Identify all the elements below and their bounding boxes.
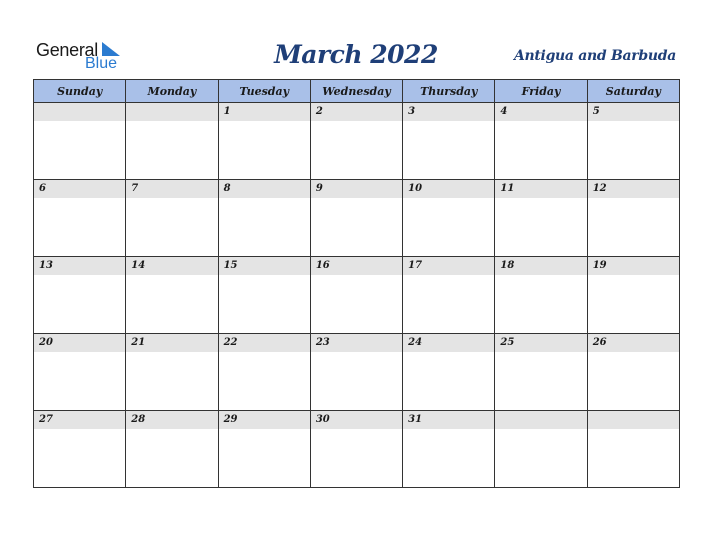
- week-row: [34, 411, 680, 488]
- day-cell: [126, 180, 218, 257]
- day-cell: [403, 257, 495, 334]
- day-cell: [310, 411, 402, 488]
- day-cell: [587, 180, 679, 257]
- day-number: 7: [126, 180, 217, 198]
- day-cell: [495, 411, 587, 488]
- day-number: 12: [588, 180, 679, 198]
- day-number: 2: [311, 103, 402, 121]
- day-number: 28: [126, 411, 217, 429]
- day-number: 10: [403, 180, 494, 198]
- day-cell: [34, 103, 126, 180]
- day-cell: [587, 103, 679, 180]
- day-cell: [34, 180, 126, 257]
- generalblue-logo: [36, 40, 136, 76]
- day-cell: [587, 257, 679, 334]
- day-cell: [218, 334, 310, 411]
- day-cell: [218, 411, 310, 488]
- day-cell: [495, 257, 587, 334]
- day-cell: [310, 334, 402, 411]
- week-row: [34, 334, 680, 411]
- day-number: 3: [403, 103, 494, 121]
- day-number: 29: [219, 411, 310, 429]
- day-number: 9: [311, 180, 402, 198]
- day-cell: [218, 180, 310, 257]
- day-number: 16: [311, 257, 402, 275]
- day-number: 18: [495, 257, 586, 275]
- day-number: [126, 103, 217, 121]
- day-cell: [126, 411, 218, 488]
- day-number: 8: [219, 180, 310, 198]
- day-number: 26: [588, 334, 679, 352]
- day-cell: [126, 257, 218, 334]
- weekday-tuesday: Tuesday: [218, 80, 310, 103]
- day-cell: [310, 180, 402, 257]
- day-number: 5: [588, 103, 679, 121]
- day-cell: [495, 180, 587, 257]
- day-cell: [310, 103, 402, 180]
- day-number: 22: [219, 334, 310, 352]
- weekday-friday: Friday: [495, 80, 587, 103]
- day-cell: [126, 103, 218, 180]
- day-cell: [126, 334, 218, 411]
- weekday-saturday: Saturday: [587, 80, 679, 103]
- day-cell: [495, 103, 587, 180]
- logo-blue-text: Blue: [85, 55, 118, 72]
- day-cell: [218, 103, 310, 180]
- day-number: 23: [311, 334, 402, 352]
- day-cell: [403, 103, 495, 180]
- day-number: 14: [126, 257, 217, 275]
- day-cell: [403, 411, 495, 488]
- logo-general-text: General: [36, 40, 98, 60]
- week-row: [34, 180, 680, 257]
- week-row: [34, 257, 680, 334]
- day-number: 4: [495, 103, 586, 121]
- day-cell: [34, 334, 126, 411]
- calendar-body: [34, 103, 680, 488]
- day-number: 6: [34, 180, 125, 198]
- day-number: 1: [219, 103, 310, 121]
- day-number: 20: [34, 334, 125, 352]
- calendar-title: March 2022: [274, 40, 438, 69]
- day-number: 15: [219, 257, 310, 275]
- day-cell: [495, 334, 587, 411]
- day-number: 13: [34, 257, 125, 275]
- week-row: [34, 103, 680, 180]
- day-cell: [587, 334, 679, 411]
- day-cell: [403, 180, 495, 257]
- weekday-monday: Monday: [126, 80, 218, 103]
- day-number: [588, 411, 679, 429]
- day-number: 27: [34, 411, 125, 429]
- day-number: 25: [495, 334, 586, 352]
- day-number: 24: [403, 334, 494, 352]
- weekday-thursday: Thursday: [403, 80, 495, 103]
- day-cell: [403, 334, 495, 411]
- day-cell: [34, 257, 126, 334]
- day-number: 31: [403, 411, 494, 429]
- day-number: [495, 411, 586, 429]
- day-number: 21: [126, 334, 217, 352]
- day-cell: [587, 411, 679, 488]
- weekday-sunday: Sunday: [34, 80, 126, 103]
- day-cell: [310, 257, 402, 334]
- day-number: 11: [495, 180, 586, 198]
- day-number: 19: [588, 257, 679, 275]
- weekday-wednesday: Wednesday: [310, 80, 402, 103]
- weekday-header-row: [34, 80, 680, 103]
- day-cell: [218, 257, 310, 334]
- day-number: 17: [403, 257, 494, 275]
- calendar-grid: [33, 79, 680, 488]
- day-number: [34, 103, 125, 121]
- country-name: Antigua and Barbuda: [513, 48, 676, 64]
- day-number: 30: [311, 411, 402, 429]
- day-cell: [34, 411, 126, 488]
